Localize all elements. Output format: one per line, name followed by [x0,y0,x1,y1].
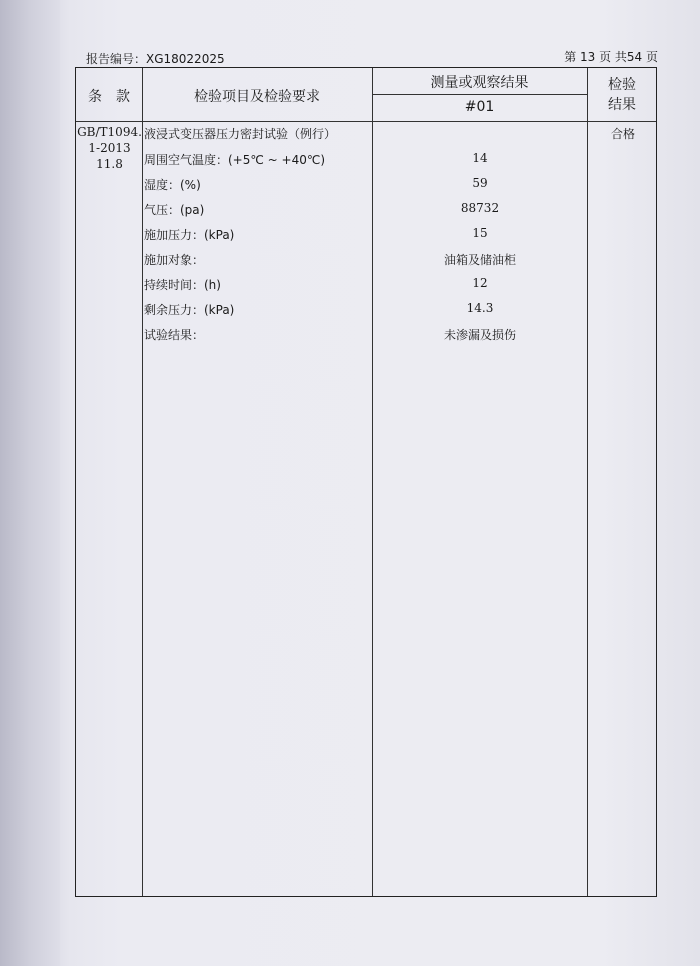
row-label: 施加压力：(kPa) [144,228,235,242]
clause-line3: 11.8 [96,157,123,171]
report-number: 报告编号：XG18022025 [86,52,225,66]
row-value: 油箱及储油柜 [443,253,516,267]
header-divider [76,121,656,122]
test-title: 液浸式变压器压力密封试验（例行） [144,127,337,141]
book-spine-shadow [0,0,60,966]
header-sample-no: #01 [464,99,495,115]
row-value: 15 [472,226,488,240]
row-label: 剩余压力：(kPa) [144,303,235,317]
header-result-line2: 结果 [608,97,636,113]
row-value: 59 [472,176,488,190]
clause-line1: GB/T1094. [77,125,142,139]
row-label: 周围空气温度：(+5℃ ~ +40℃) [144,153,326,167]
row-value: 12 [472,276,488,290]
header-measurement: 测量或观察结果 [430,75,529,91]
row-label: 试验结果： [144,328,205,342]
row-label: 气压：(pa) [144,203,205,217]
row-label: 湿度：(%) [144,178,201,192]
row-value: 88732 [460,201,500,215]
subheader-divider [372,94,587,95]
test-result: 合格 [610,127,635,141]
row-value: 未渗漏及损伤 [443,328,516,342]
column-divider [372,68,373,896]
column-divider [587,68,588,896]
header-clause: 条 款 [88,89,130,105]
row-value: 14.3 [466,301,494,315]
row-value: 14 [472,151,488,165]
column-divider [142,68,143,896]
header-test-item: 检验项目及检验要求 [194,89,320,105]
page-number: 第 13 页 共54 页 [564,50,658,64]
header-result-line1: 检验 [608,77,636,93]
clause-line2: 1-2013 [88,141,131,155]
test-table [75,67,657,897]
row-label: 施加对象： [144,253,205,267]
row-label: 持续时间：(h) [144,278,221,292]
